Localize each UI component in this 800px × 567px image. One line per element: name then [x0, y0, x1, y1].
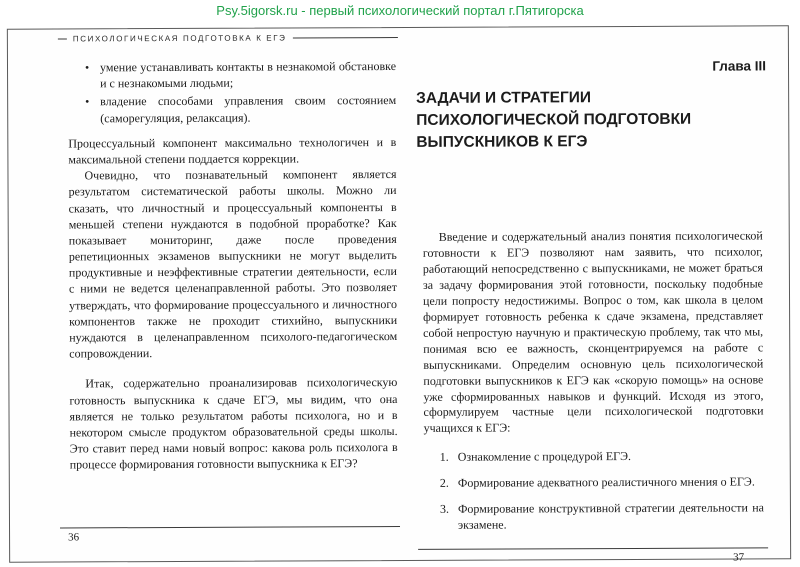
numbered-item: [440, 501, 764, 534]
running-header: [58, 33, 398, 43]
item-number: 1.: [439, 450, 449, 465]
numbered-item: [440, 449, 764, 466]
paragraph: Введение и содержательный анализ понятия психологической готовности к ЕГЭ позволяют нам заявить, что психолог, работающий непосредственно с выпускниками, не может браться за задачу формирования этой готовности, поскольку подобные цели попросту недостижимы. Вопрос о том, как школа в целом формирует готовность ребенка к сдаче экзамена, представляет собой непростую научную и практическую проблему, так что мы, понимая всю ее важность, сконцентрируемся на работе с выпускниками. Определим основную цель психологической подготовки выпускников к ЕГЭ как «скорую помощь» на основе уже сформированных навыков и функций. Исходя из этого, сформулируем частные цели психологической подготовки учащихся к ЕГЭ:: [422, 228, 764, 436]
chapter-title: [416, 86, 766, 154]
bullet-text: владение способами управления своим состоянием (саморегуляция, релаксация).: [100, 93, 397, 125]
running-header-text: ПСИХОЛОГИЧЕСКАЯ ПОДГОТОВКА К ЕГЭ: [72, 33, 287, 44]
item-number: 3.: [439, 502, 449, 517]
left-page-body: [68, 58, 398, 473]
right-page-footer: [418, 547, 768, 565]
bullet-item: [85, 58, 396, 92]
footer-rule: [418, 547, 768, 550]
header-tick-line: [58, 38, 67, 39]
left-page: [58, 30, 400, 557]
bullet-text: умение устанавливать контакты в незнакомой обстановке и с незнакомыми людьми;: [99, 59, 397, 91]
chapter-title-line: ЗАДАЧИ И СТРАТЕГИИ: [416, 89, 592, 107]
item-text: Ознакомление с процедурой ЕГЭ.: [457, 449, 632, 465]
right-page-body: [423, 228, 764, 534]
left-page-footer: [60, 526, 400, 543]
numbered-item: [440, 475, 764, 492]
scanned-page-spread: [7, 25, 791, 562]
item-number: 2.: [439, 476, 449, 491]
page-number-left: 36: [68, 531, 80, 544]
paragraph: Процессуальный компонент максимально технологичен и в максимальной степени поддается коррекции.: [68, 134, 397, 167]
numbered-list: [440, 449, 764, 534]
item-text: Формирование адекватного реалистичного мнения о ЕГЭ.: [457, 474, 755, 491]
bullet-item: [85, 92, 396, 126]
site-watermark: Psy.5igorsk.ru - первый психологический портал г.Пятигорска: [216, 3, 584, 18]
right-page: [416, 28, 768, 564]
footer-rule: [60, 526, 400, 528]
header-rule-line: [292, 37, 397, 38]
item-text: Формирование конструктивной стратегии деятельности на экзамене.: [457, 500, 764, 532]
chapter-title-line: ВЫПУСКНИКОВ К ЕГЭ: [416, 133, 588, 151]
page-number-right: 37: [733, 551, 745, 564]
chapter-title-line: ПСИХОЛОГИЧЕСКОЙ ПОДГОТОВКИ: [416, 110, 692, 129]
bullet-marker: •: [84, 60, 90, 75]
paragraph: Итак, содержательно проанализировав психологическую готовность выпускника к сдаче ЕГЭ, мы видим, что она является не только результатом работы психолога, но и в некотором смысле продуктом образовательной среды школы. Это ставит перед нами новый вопрос: какова роль психолога в процессе формирования готовности выпускника к ЕГЭ?: [69, 375, 398, 472]
paragraph: Очевидно, что познавательный компонент является результатом систематической работы школы. Можно ли сказать, что личностный и процессуальный компоненты в меньшей степени нуждаются в подобной проработке? Как показывает мониторинг, даже после проведения репетиционных экзаменов выпускники не могут выделить продуктивные и неэффективные стратегии деятельности, если с ними не ведется целенаправленной работы. Это позволяет утверждать, что формирование процессуального и личностного компонентов также не проходит стихийно, выпускники нуждаются в целенаправленном психолого-педагогическом сопровождении.: [68, 167, 398, 361]
bullet-marker: •: [85, 94, 90, 109]
chapter-heading: Глава III: [712, 58, 767, 74]
